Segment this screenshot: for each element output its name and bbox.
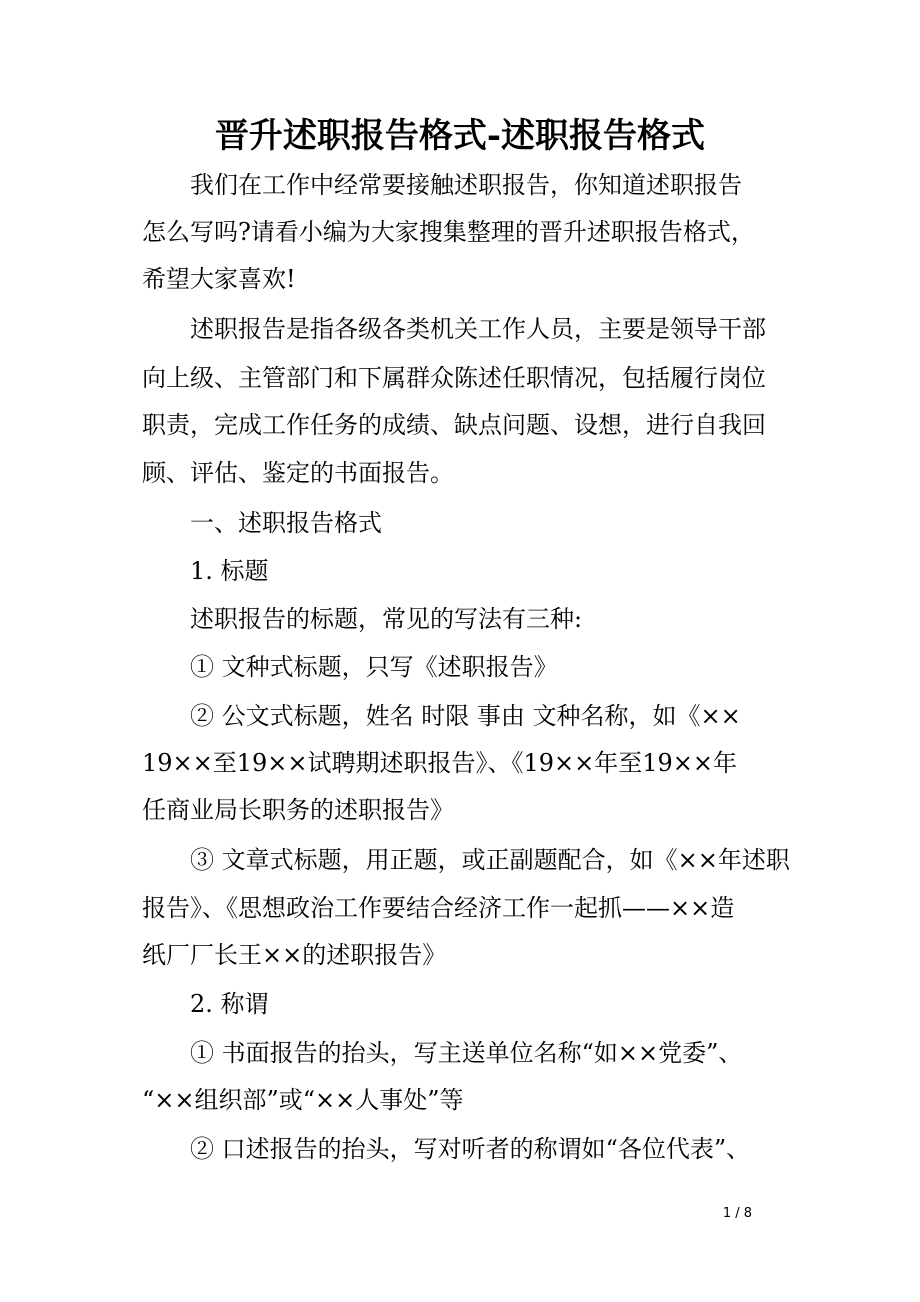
paragraph-line: 顾、评估、鉴定的书面报告。: [142, 459, 454, 487]
page-title: 晋升述职报告格式-述职报告格式: [214, 116, 706, 156]
paragraph-line: 19××至19××试聘期述职报告》、《19××年至19××年: [142, 749, 738, 777]
paragraph-line: 怎么写吗?请看小编为大家搜集整理的晋升述职报告格式，: [142, 218, 755, 246]
paragraph-line: 任商业局长职务的述职报告》: [142, 796, 454, 824]
section-heading: 一、述职报告格式: [190, 509, 382, 537]
subsection-heading: 1. 标题: [190, 557, 269, 585]
paragraph-line: 希望大家喜欢!: [142, 265, 296, 293]
paragraph-line: 纸厂厂长王××的述职报告》: [142, 941, 447, 969]
paragraph-line: ① 文种式标题，只写《述职报告》: [190, 653, 558, 681]
paragraph-line: 述职报告的标题，常见的写法有三种:: [190, 605, 583, 633]
subsection-heading: 2. 称谓: [190, 990, 269, 1018]
page-number: 1 / 8: [722, 1206, 752, 1221]
paragraph-line: 职责，完成工作任务的成绩、缺点问题、设想，进行自我回: [142, 411, 766, 439]
paragraph-line: ② 公文式标题，姓名 时限 事由 文种名称，如《××: [190, 702, 741, 730]
paragraph-line: 述职报告是指各级各类机关工作人员，主要是领导干部: [190, 315, 766, 343]
paragraph-line: 我们在工作中经常要接触述职报告，你知道述职报告: [190, 171, 742, 199]
paragraph-line: 报告》、《思想政治工作要结合经济工作一起抓——××造: [142, 894, 735, 922]
paragraph-line: “××组织部”或“××人事处”等: [142, 1086, 464, 1114]
paragraph-line: ② 口述报告的抬头，写对听者的称谓如“各位代表”、: [190, 1135, 751, 1163]
paragraph-line: ③ 文章式标题，用正题，或正副题配合，如《××年述职: [190, 846, 790, 874]
paragraph-line: 向上级、主管部门和下属群众陈述任职情况，包括履行岗位: [142, 364, 766, 392]
paragraph-line: ① 书面报告的抬头，写主送单位名称“如××党委”、: [190, 1039, 743, 1067]
